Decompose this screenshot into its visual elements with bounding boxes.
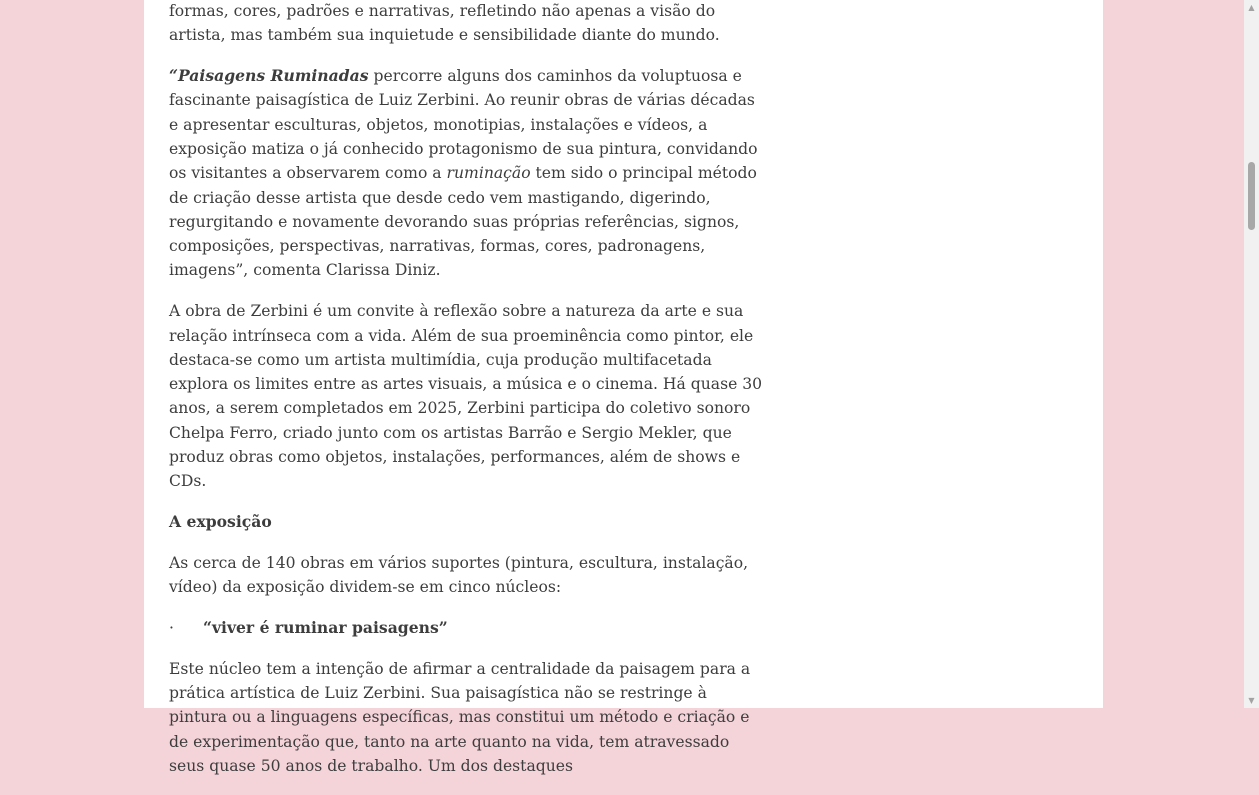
quote-text-part2: tem sido o principal método de criação desse artista que desde cedo vem mastigando, digerindo, regurgitando e novamente devorando suas próprias referências, signos, composições, perspectivas, narrativas, formas, cores, padronagens, imagens”, comenta Clarissa Diniz. [169, 164, 757, 280]
scroll-down-arrow-icon[interactable]: ▼ [1248, 696, 1255, 705]
article-body [169, 0, 769, 795]
paragraph-nucleus-description: Este núcleo tem a intenção de afirmar a centralidade da paisagem para a prática artística de Luiz Zerbini. Sua paisagística não se restringe à pintura ou a linguagens específicas, mas constitui um método e criação e de experimentação que, tanto na arte quanto na vida, tem atravessado seus quase 50 anos de trabalho. Um dos destaques [169, 659, 751, 776]
vertical-scrollbar[interactable] [1244, 0, 1259, 708]
bullet-marker: · [169, 619, 174, 638]
scroll-up-arrow-icon[interactable]: ▲ [1248, 3, 1255, 12]
section-heading: A exposição [169, 512, 272, 532]
nucleus-title: “viver é ruminar paisagens” [203, 618, 448, 638]
quote-open-mark: “ [169, 66, 178, 86]
quote-emphasis: ruminação [446, 164, 531, 183]
paragraph-intro-end: formas, cores, padrões e narrativas, refletindo não apenas a visão do artista, mas também sua inquietude e sensibilidade diante do mundo. [169, 2, 720, 45]
exhibition-title: Paisagens Ruminadas [177, 66, 369, 86]
content-page [144, 0, 1103, 776]
paragraph-works-count: As cerca de 140 obras em vários suportes (pintura, escultura, instalação, vídeo) da exposição dividem-se em cinco núcleos: [169, 553, 749, 597]
paragraph-multimedia: A obra de Zerbini é um convite à reflexão sobre a natureza da arte e sua relação intrínseca com a vida. Além de sua proeminência como pintor, ele destaca-se como um artista multimídia, cuja produção multifacetada explora os limites entre as artes visuais, a música e o cinema. Há quase 30 anos, a serem completados em 2025, Zerbini participa do coletivo sonoro Chelpa Ferro, criado junto com os artistas Barrão e Sergio Mekler, que produz obras como objetos, instalações, performances, além de shows e CDs. [169, 302, 763, 491]
nucleus-list-item [169, 616, 769, 640]
paragraph-curator-quote [169, 64, 769, 283]
scrollbar-thumb[interactable] [1248, 162, 1255, 230]
quote-text-part1: percorre alguns dos caminhos da voluptuosa e fascinante paisagística de Luiz Zerbini. Ao reunir obras de várias décadas e apresentar esculturas, objetos, monotipias, instalações e vídeos, a exposição matiza o já conhecido protagonismo de sua pintura, convidando os visitantes a observarem como a [169, 67, 758, 183]
